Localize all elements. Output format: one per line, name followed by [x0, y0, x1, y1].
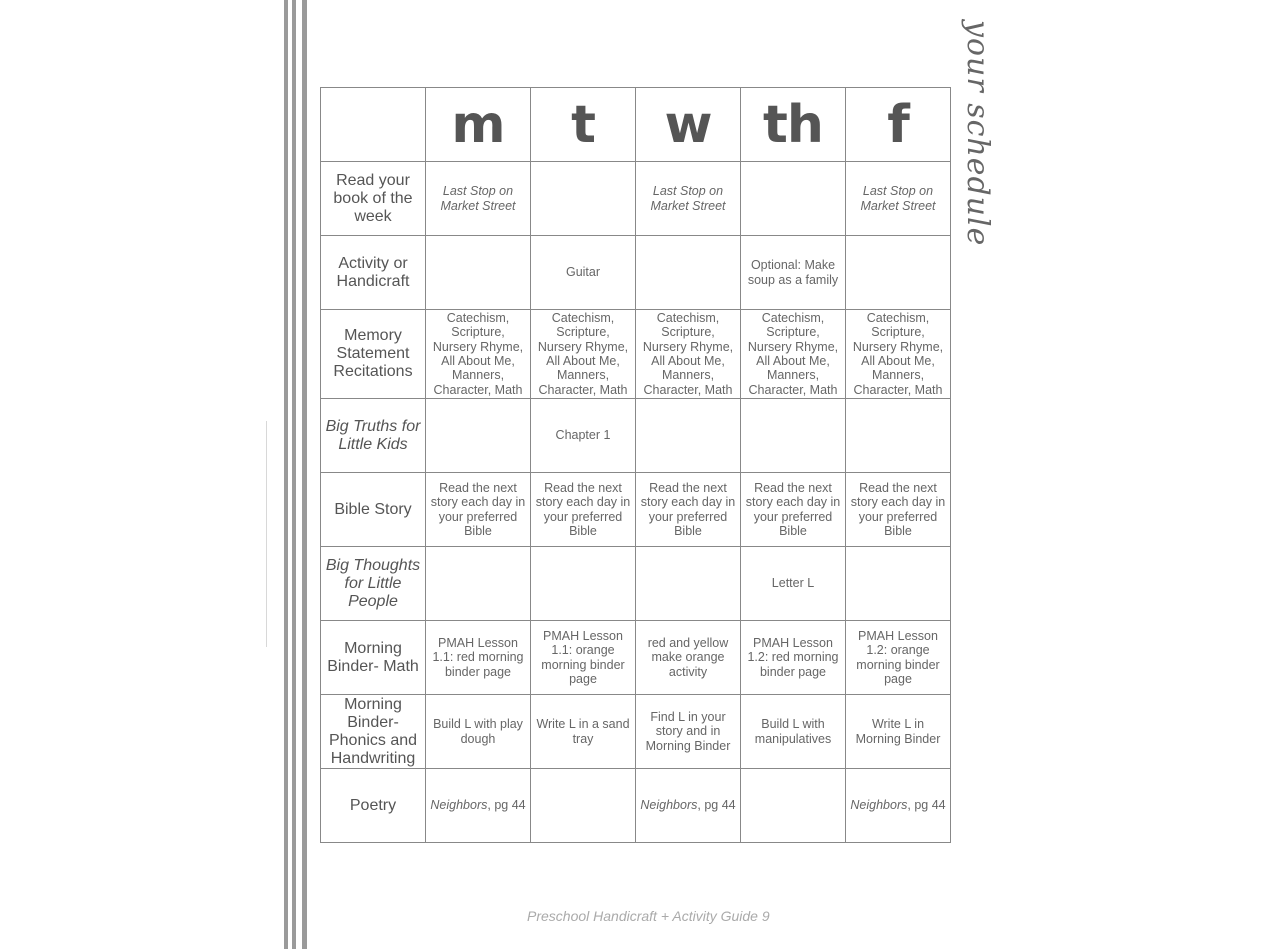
schedule-cell — [531, 769, 636, 843]
table-row — [321, 695, 951, 769]
schedule-cell: Last Stop on Market Street — [426, 162, 531, 236]
table-row — [321, 621, 951, 695]
schedule-cell: Optional: Make soup as a family — [741, 236, 846, 310]
schedule-cell — [636, 547, 741, 621]
schedule-cell — [531, 162, 636, 236]
corner-cell — [321, 88, 426, 162]
day-header-row — [321, 88, 951, 162]
schedule-cell: Write L in Morning Binder — [846, 695, 951, 769]
row-label: Big Truths for Little Kids — [321, 399, 426, 473]
schedule-cell — [741, 162, 846, 236]
row-label: Poetry — [321, 769, 426, 843]
day-header: m — [426, 88, 531, 162]
schedule-cell: Catechism, Scripture, Nursery Rhyme, All About Me, Manners, Character, Math — [846, 310, 951, 399]
table-row — [321, 310, 951, 399]
schedule-cell — [846, 236, 951, 310]
schedule-cell: PMAH Lesson 1.2: red morning binder page — [741, 621, 846, 695]
schedule-cell — [846, 399, 951, 473]
schedule-cell — [636, 399, 741, 473]
schedule-cell: Find L in your story and in Morning Binder — [636, 695, 741, 769]
row-label: Activity or Handicraft — [321, 236, 426, 310]
schedule-cell — [846, 547, 951, 621]
schedule-cell: Read the next story each day in your preferred Bible — [741, 473, 846, 547]
schedule-cell — [741, 769, 846, 843]
schedule-cell — [426, 399, 531, 473]
schedule-cell: Letter L — [741, 547, 846, 621]
schedule-cell — [426, 236, 531, 310]
schedule-cell: PMAH Lesson 1.2: orange morning binder page — [846, 621, 951, 695]
schedule-table — [320, 87, 951, 843]
schedule-cell: Last Stop on Market Street — [846, 162, 951, 236]
table-row — [321, 399, 951, 473]
schedule-cell: Guitar — [531, 236, 636, 310]
row-label: Morning Binder- Math — [321, 621, 426, 695]
page-footer: Preschool Handicraft + Activity Guide 9 — [527, 908, 770, 924]
schedule-cell: Write L in a sand tray — [531, 695, 636, 769]
schedule-cell — [426, 547, 531, 621]
schedule-cell — [531, 547, 636, 621]
schedule-cell — [741, 399, 846, 473]
row-label: Morning Binder- Phonics and Handwriting — [321, 695, 426, 769]
row-label: Read your book of the week — [321, 162, 426, 236]
schedule-cell: Neighbors, pg 44 — [846, 769, 951, 843]
row-label: Big Thoughts for Little People — [321, 547, 426, 621]
schedule-cell: Read the next story each day in your preferred Bible — [426, 473, 531, 547]
table-row — [321, 547, 951, 621]
schedule-cell: Neighbors, pg 44 — [636, 769, 741, 843]
left-stripe-2 — [292, 0, 296, 949]
schedule-cell: Read the next story each day in your preferred Bible — [531, 473, 636, 547]
schedule-cell: Catechism, Scripture, Nursery Rhyme, All About Me, Manners, Character, Math — [741, 310, 846, 399]
day-header: f — [846, 88, 951, 162]
schedule-cell: Read the next story each day in your preferred Bible — [846, 473, 951, 547]
row-label: Bible Story — [321, 473, 426, 547]
table-row — [321, 769, 951, 843]
schedule-cell: Build L with play dough — [426, 695, 531, 769]
schedule-cell: PMAH Lesson 1.1: red morning binder page — [426, 621, 531, 695]
margin-line — [266, 421, 267, 647]
left-stripe-1 — [284, 0, 288, 949]
side-title: your schedule — [960, 20, 995, 247]
schedule-cell: Read the next story each day in your preferred Bible — [636, 473, 741, 547]
schedule-cell: red and yellow make orange activity — [636, 621, 741, 695]
schedule-cell: Chapter 1 — [531, 399, 636, 473]
schedule-cell: Neighbors, pg 44 — [426, 769, 531, 843]
day-header: th — [741, 88, 846, 162]
row-label: Memory Statement Recitations — [321, 310, 426, 399]
day-header: w — [636, 88, 741, 162]
schedule-cell: Build L with manipulatives — [741, 695, 846, 769]
table-row — [321, 162, 951, 236]
schedule-cell: Catechism, Scripture, Nursery Rhyme, All About Me, Manners, Character, Math — [426, 310, 531, 399]
table-row — [321, 236, 951, 310]
day-header: t — [531, 88, 636, 162]
schedule-cell — [636, 236, 741, 310]
schedule-cell: PMAH Lesson 1.1: orange morning binder page — [531, 621, 636, 695]
table-row — [321, 473, 951, 547]
left-stripe-3 — [302, 0, 307, 949]
schedule-cell: Catechism, Scripture, Nursery Rhyme, All About Me, Manners, Character, Math — [636, 310, 741, 399]
schedule-cell: Catechism, Scripture, Nursery Rhyme, All About Me, Manners, Character, Math — [531, 310, 636, 399]
schedule-cell: Last Stop on Market Street — [636, 162, 741, 236]
